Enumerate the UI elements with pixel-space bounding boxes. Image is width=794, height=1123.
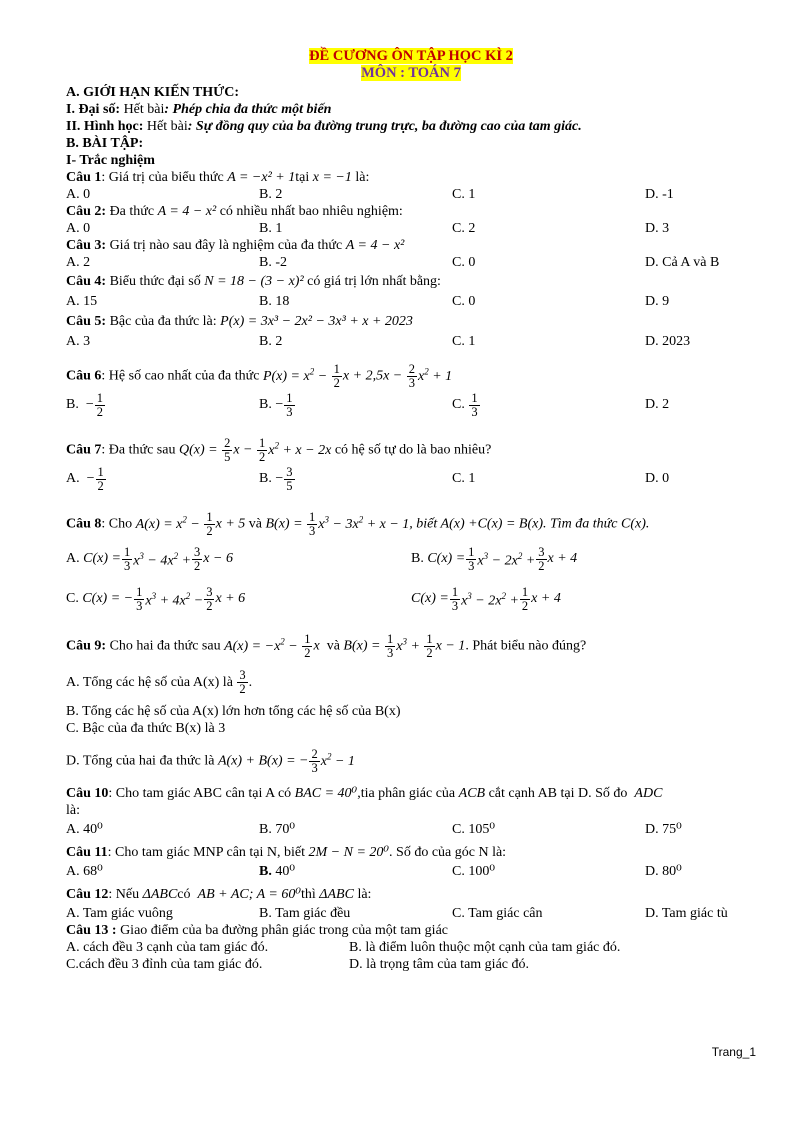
q7-options bbox=[66, 462, 756, 496]
hinh-hoc-line: II. Hình học: Hết bài: Sự đồng quy của ba đường trung trực, ba đường cao của tam giác. bbox=[66, 119, 582, 134]
option[interactable]: A. 0 bbox=[66, 187, 91, 202]
page-footer: Trang_1 bbox=[711, 1045, 756, 1059]
option[interactable]: B. 2 bbox=[259, 334, 283, 349]
option[interactable]: C. 100⁰ bbox=[452, 864, 495, 879]
option[interactable]: A. 3 bbox=[66, 334, 91, 349]
question-7: Câu 7: Đa thức sau Q(x) = $\frac{2}{5}$ x − $\frac{1}{2}$ $x^2 + x - 2x$ có hệ số tự do là bao nhiêu? bbox=[66, 435, 492, 464]
doc-subtitle: MÔN : TOÁN 7 bbox=[361, 65, 461, 81]
option[interactable]: C. 105⁰ bbox=[452, 822, 495, 837]
q9-option-c[interactable]: C. Bậc của đa thức B(x) là 3 bbox=[66, 721, 226, 736]
option[interactable]: C. $\frac{1}{3}$ bbox=[452, 390, 478, 419]
option[interactable]: C. 1 bbox=[452, 471, 476, 486]
option[interactable]: A. 68⁰ bbox=[66, 864, 103, 879]
q1-options bbox=[66, 186, 756, 203]
option[interactable]: B. − $\frac{3}{5}$ bbox=[259, 464, 293, 493]
question-9: Câu 9: Cho hai đa thức sau $A(x) = -x^2$ − $\frac{1}{2}$ x và B(x) = $\frac{1}{3}$ $x^3$ + $\frac{1}{2}$ x − 1. Phát biểu nào đúng? bbox=[66, 631, 587, 660]
option[interactable]: B. C(x) = $\frac{1}{3}$ $x^3 - 2x^2$ + $\frac{3}{2}$ x + 4 bbox=[411, 544, 578, 573]
option[interactable]: B. 2 bbox=[259, 187, 283, 202]
option[interactable]: B. 70⁰ bbox=[259, 822, 295, 837]
option[interactable]: A. cách đều 3 cạnh của tam giác đó. bbox=[66, 940, 269, 955]
question-6: Câu 6: Hệ số cao nhất của đa thức $P(x) = x^2$ − $\frac{1}{2}$ x + 2,5x − $\frac{2}{3}$ $x^2 + 1$ bbox=[66, 361, 453, 390]
question-5: Câu 5: Bậc của đa thức là: P(x) = 3x³ − 2x² − 3x³ + x + 2023 bbox=[66, 314, 413, 329]
section-b1: I- Trắc nghiệm bbox=[66, 153, 155, 168]
option[interactable]: A. 0 bbox=[66, 221, 91, 236]
q13-options-row2 bbox=[66, 956, 756, 973]
option[interactable]: B. − $\frac{1}{3}$ bbox=[259, 390, 293, 419]
option[interactable]: D. 0 bbox=[645, 471, 670, 486]
option[interactable]: C. Tam giác cân bbox=[452, 906, 543, 921]
section-b: B. BÀI TẬP: bbox=[66, 136, 144, 151]
q12-options bbox=[66, 905, 756, 922]
question-8: Câu 8: Cho $A(x) = x^2$ − $\frac{1}{2}$ x + 5 và B(x) = $\frac{1}{3}$ $x^3 - 3x^2 + x - 1$, biết A(x) +C(x) = B(x). Tìm đa thức C(x). bbox=[66, 509, 650, 538]
option[interactable]: D. 3 bbox=[645, 221, 670, 236]
q9-option-b[interactable]: B. Tổng các hệ số của A(x) lớn hơn tổng các hệ số của B(x) bbox=[66, 704, 401, 719]
option[interactable]: B. 1 bbox=[259, 221, 283, 236]
option[interactable]: D. 9 bbox=[645, 294, 670, 309]
option[interactable]: C. 2 bbox=[452, 221, 476, 236]
option[interactable]: B. -2 bbox=[259, 255, 287, 270]
doc-title: ĐỀ CƯƠNG ÔN TẬP HỌC KÌ 2 bbox=[309, 48, 513, 64]
option[interactable]: B. là điểm luôn thuộc một cạnh của tam giác đó. bbox=[349, 940, 621, 955]
option[interactable]: D. Cả A và B bbox=[645, 255, 720, 270]
q9-option-d[interactable]: D. Tổng của hai đa thức là A(x) + B(x) = − $\frac{2}{3}$ $x^2 - 1$ bbox=[66, 746, 355, 775]
option[interactable]: C. 1 bbox=[452, 334, 476, 349]
question-3: Câu 3: Giá trị nào sau đây là nghiệm của đa thức A = 4 − x² bbox=[66, 238, 405, 253]
option[interactable]: B. 18 bbox=[259, 294, 290, 309]
q8-options-row2 bbox=[66, 582, 756, 616]
option[interactable]: D. Tam giác tù bbox=[645, 906, 728, 921]
option[interactable]: C. C(x) = − $\frac{1}{3}$ $x^3 + 4x^2$ − $\frac{3}{2}$ x + 6 bbox=[66, 584, 246, 613]
q2-options bbox=[66, 220, 756, 237]
option[interactable]: B. 40⁰ bbox=[259, 864, 295, 879]
option[interactable]: B. Tam giác đều bbox=[259, 906, 351, 921]
option[interactable]: A. − $\frac{1}{2}$ bbox=[66, 464, 104, 493]
question-10: Câu 10: Cho tam giác ABC cân tại A có BAC = 40⁰,tia phân giác của ACB cắt cạnh AB tại D. Số đo ADC bbox=[66, 786, 663, 801]
option[interactable]: A. 2 bbox=[66, 255, 91, 270]
q5-options bbox=[66, 333, 756, 350]
option[interactable]: C(x) = $\frac{1}{3}$ $x^3 - 2x^2$ + $\frac{1}{2}$ x + 4 bbox=[411, 584, 561, 613]
q8-options-row1 bbox=[66, 542, 756, 576]
option[interactable]: C. 1 bbox=[452, 187, 476, 202]
q9-option-a[interactable]: A. Tổng các hệ số của A(x) là $\frac{3}{2}$ . bbox=[66, 668, 253, 697]
question-11: Câu 11: Cho tam giác MNP cân tại N, biết 2M − N = 20⁰. Số đo của góc N là: bbox=[66, 845, 507, 860]
q10-options bbox=[66, 821, 756, 838]
option[interactable]: A. C(x) = $\frac{1}{3}$ $x^3 - 4x^2$ + $\frac{3}{2}$ x − 6 bbox=[66, 544, 233, 573]
option[interactable]: D. 75⁰ bbox=[645, 822, 682, 837]
option[interactable]: D. 2023 bbox=[645, 334, 691, 349]
option[interactable]: A. Tam giác vuông bbox=[66, 906, 173, 921]
option[interactable]: D. 80⁰ bbox=[645, 864, 682, 879]
question-12: Câu 12: Nếu ΔABCcó AB + AC; A = 60⁰thì ΔABC là: bbox=[66, 887, 372, 902]
question-1: Câu 1: Giá trị của biểu thức A = −x² + 1tại x = −1 là: bbox=[66, 170, 370, 185]
option[interactable]: A. 15 bbox=[66, 294, 98, 309]
question-13: Câu 13 : Giao điểm của ba đường phân giác trong của một tam giác bbox=[66, 923, 449, 938]
dai-so-line: I. Đại số: Hết bài: Phép chia đa thức một biến bbox=[66, 102, 332, 117]
q6-options bbox=[66, 388, 756, 422]
question-2: Câu 2: Đa thức A = 4 − x² có nhiều nhất bao nhiêu nghiệm: bbox=[66, 204, 403, 219]
option[interactable]: B. − $\frac{1}{2}$ bbox=[66, 390, 103, 419]
question-4: Câu 4: Biểu thức đại số N = 18 − (3 − x)² có giá trị lớn nhất bằng: bbox=[66, 274, 441, 289]
q10-continuation: là: bbox=[66, 803, 80, 818]
q13-options-row1 bbox=[66, 939, 756, 956]
option[interactable]: C.cách đều 3 đỉnh của tam giác đó. bbox=[66, 957, 263, 972]
option[interactable]: C. 0 bbox=[452, 294, 476, 309]
q3-options bbox=[66, 254, 756, 271]
option[interactable]: A. 40⁰ bbox=[66, 822, 103, 837]
section-a: A. GIỚI HẠN KIẾN THỨC: bbox=[66, 85, 240, 100]
document-page bbox=[66, 48, 756, 973]
option[interactable]: D. là trọng tâm của tam giác đó. bbox=[349, 957, 529, 972]
option[interactable]: C. 0 bbox=[452, 255, 476, 270]
q11-options bbox=[66, 863, 756, 880]
option[interactable]: D. 2 bbox=[645, 397, 670, 412]
q4-options bbox=[66, 293, 756, 310]
option[interactable]: D. -1 bbox=[645, 187, 674, 202]
